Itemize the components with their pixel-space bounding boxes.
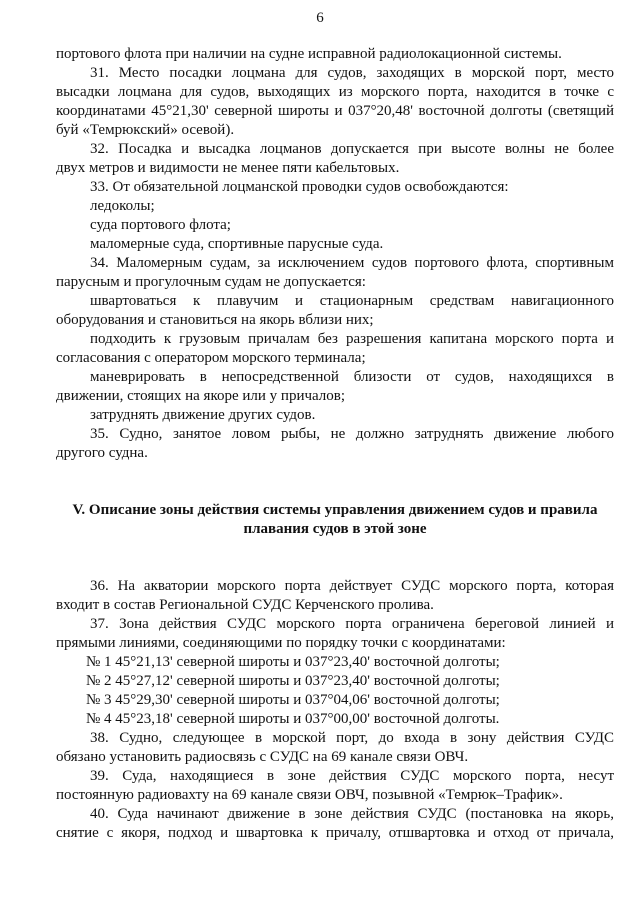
paragraph-36-line-1: 36. На акватории морского порта действует СУДС морского порта, которая	[90, 578, 614, 594]
paragraph-33-line-1: 33. От обязательной лоцманской проводки судов освобождаются:	[90, 179, 509, 195]
paragraph-37-line-1: 37. Зона действия СУДС морского порта ограничена береговой линией и	[90, 616, 614, 632]
section-heading-line-2: плавания судов в этой зоне	[243, 521, 427, 537]
paragraph-31-line-3: координатами 45°21,30' северной широты и 037°20,48' восточной долготы (светящий	[56, 103, 614, 119]
paragraph-40-line-2: снятие с якоря, подход и швартовка к причалу, отшвартовка и отход от причала,	[56, 825, 614, 841]
spacer	[56, 539, 614, 558]
spacer	[56, 558, 614, 577]
paragraph-34-line-2: парусным и прогулочным судам не допускается:	[56, 274, 366, 290]
spacer	[56, 463, 614, 482]
paragraph-39-line-1: 39. Суда, находящиеся в зоне действия СУДС морского порта, несут	[90, 768, 614, 784]
coordinate-point: № 4 45°23,18' северной широты и 037°00,00' восточной долготы.	[86, 711, 500, 727]
list-item: швартоваться к плавучим и стационарным средствам навигационного	[90, 293, 614, 309]
document-body	[56, 45, 614, 843]
list-item: маломерные суда, спортивные парусные суда.	[90, 236, 384, 252]
list-item: затруднять движение других судов.	[90, 407, 316, 423]
coordinate-point: № 1 45°21,13' северной широты и 037°23,40' восточной долготы;	[86, 654, 500, 670]
paragraph-31-line-1: 31. Место посадки лоцмана для судов, заходящих в морской порт, место	[90, 65, 614, 81]
paragraph-40-line-1: 40. Суда начинают движение в зоне действия СУДС (постановка на якорь,	[90, 806, 614, 822]
paragraph-35-line-2: другого судна.	[56, 445, 148, 461]
paragraph-38-line-1: 38. Судно, следующее в морской порт, до входа в зону действия СУДС	[90, 730, 614, 746]
list-item: маневрировать в непосредственной близости от судов, находящихся в	[90, 369, 614, 385]
paragraph-38-line-2: обязано установить радиосвязь с СУДС на 69 канале связи ОВЧ.	[56, 749, 469, 765]
paragraph-34-line-1: 34. Маломерным судам, за исключением судов портового флота, спортивным	[90, 255, 614, 271]
list-item-continuation: оборудования и становиться на якорь вблизи них;	[56, 312, 374, 328]
list-item: ледоколы;	[90, 198, 155, 214]
paragraph-35-line-1: 35. Судно, занятое ловом рыбы, не должно затруднять движение любого	[90, 426, 614, 442]
list-item: суда портового флота;	[90, 217, 231, 233]
paragraph-31-line-2: высадки лоцмана для судов, выходящих из морского порта, находится в точке с	[56, 84, 614, 100]
paragraph-36-line-2: входит в состав Региональной СУДС Керченского пролива.	[56, 597, 434, 613]
page-number: 6	[316, 10, 324, 26]
coordinate-point: № 3 45°29,30' северной широты и 037°04,06' восточной долготы;	[86, 692, 500, 708]
list-item-continuation: движении, стоящих на якоре или у причалов;	[56, 388, 346, 404]
section-heading-line-1: V. Описание зоны действия системы управления движением судов и правила	[72, 502, 598, 518]
paragraph-37-line-2: прямыми линиями, соединяющими по порядку точки с координатами:	[56, 635, 506, 651]
paragraph-32-line-2: двух метров и видимости не менее пяти кабельтовых.	[56, 160, 400, 176]
coordinate-point: № 2 45°27,12' северной широты и 037°23,40' восточной долготы;	[86, 673, 500, 689]
list-item-continuation: согласования с оператором морского терминала;	[56, 350, 366, 366]
list-item: подходить к грузовым причалам без разрешения капитана морского порта и	[90, 331, 614, 347]
section-heading	[56, 501, 614, 539]
text-line: портового флота при наличии на судне исправной радиолокационной системы.	[56, 46, 562, 62]
paragraph-31-line-4: буй «Темрюкский» осевой).	[56, 122, 235, 138]
spacer	[56, 482, 614, 501]
paragraph-32-line-1: 32. Посадка и высадка лоцманов допускается при высоте волны не более	[90, 141, 614, 157]
paragraph-39-line-2: постоянную радиовахту на 69 канале связи ОВЧ, позывной «Темрюк–Трафик».	[56, 787, 563, 803]
